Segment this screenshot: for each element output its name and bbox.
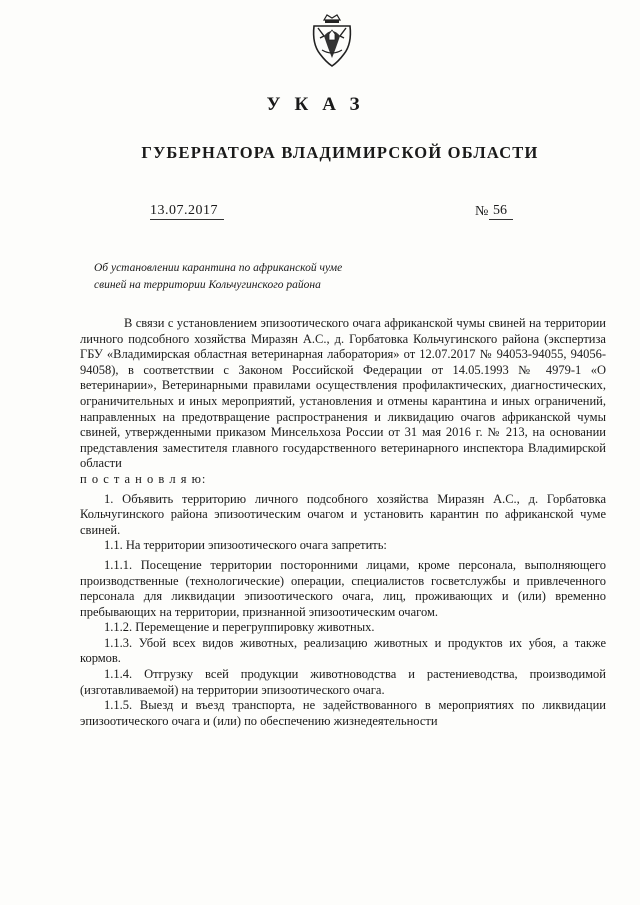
subject-line-2: свиней на территории Кольчугинского района <box>94 279 321 291</box>
decree-body <box>80 316 606 729</box>
clause-1-1-4: 1.1.4. Отгрузку всей продукции животноводства и растениеводства, производимой (изготавливаемой) на территории эпизоотического очага. <box>80 667 606 697</box>
decree-date: 13.07.2017 <box>150 203 224 220</box>
coat-of-arms-icon <box>310 14 354 70</box>
decree-statement: п о с т а н о в л я ю: <box>80 471 207 486</box>
page-title: УКАЗ <box>266 94 374 115</box>
number-label: № <box>475 204 489 219</box>
preamble-paragraph: В связи с установлением эпизоотического очага африканской чумы свиней на территории личного подсобного хозяйства Миразян А.С., д. Горбатовка Кольчугинского района (экспертиза ГБУ «Владимирская областная ветеринарная лаборатория» от 12.07.2017 № 94053-94055, 94056-94058), в соответствии с Законом Российской Федерации от 14.05.1993 № 4979-1 «О ветеринарии», Ветеринарными правилами осуществления профилактических, диагностических, ограничительных и иных мероприятий, установления и отмены карантина и иных ограничений, направленных на предотвращение распространения и ликвидацию очагов африканской чумы свиней, утвержденными приказом Минсельхоза России от 31 мая 2016 г. № 213, на основании представления заместителя главного государственного ветеринарного инспектора Владимирской области <box>80 316 606 471</box>
clause-1-1-3: 1.1.3. Убой всех видов животных, реализацию животных и продуктов их убоя, а также кормов. <box>80 635 606 666</box>
decree-number: 56 <box>489 203 513 220</box>
clause-1-1-5: 1.1.5. Выезд и въезд транспорта, не задействованного в мероприятиях по ликвидации эпизоотического очага и (или) по обеспечению жизнедеятельности <box>80 698 606 728</box>
decree-subject <box>94 260 394 294</box>
clause-1: 1. Объявить территорию личного подсобного хозяйства Миразян А.С., д. Горбатовка Кольчугинского района эпизоотическим очагом и установить карантин по африканской чуме свиней. <box>80 491 606 537</box>
clause-1-1: 1.1. На территории эпизоотического очага запретить: <box>104 538 387 553</box>
clause-1-1-1: 1.1.1. Посещение территории посторонними лицами, кроме персонала, выполняющего производственные (технологические) операции, специалистов госветслужбы и привлеченного персонала для ликвидации эпизоотического очага, лиц, проживающих и (или) временно пребывающих на территории, признанной эпизоотическим очагом. <box>80 557 606 619</box>
clause-1-1-2: 1.1.2. Перемещение и перегруппировку животных. <box>104 620 375 635</box>
subject-line-1: Об установлении карантина по африканской чуме <box>94 262 343 274</box>
issuer-title: ГУБЕРНАТОРА ВЛАДИМИРСКОЙ ОБЛАСТИ <box>141 143 539 162</box>
